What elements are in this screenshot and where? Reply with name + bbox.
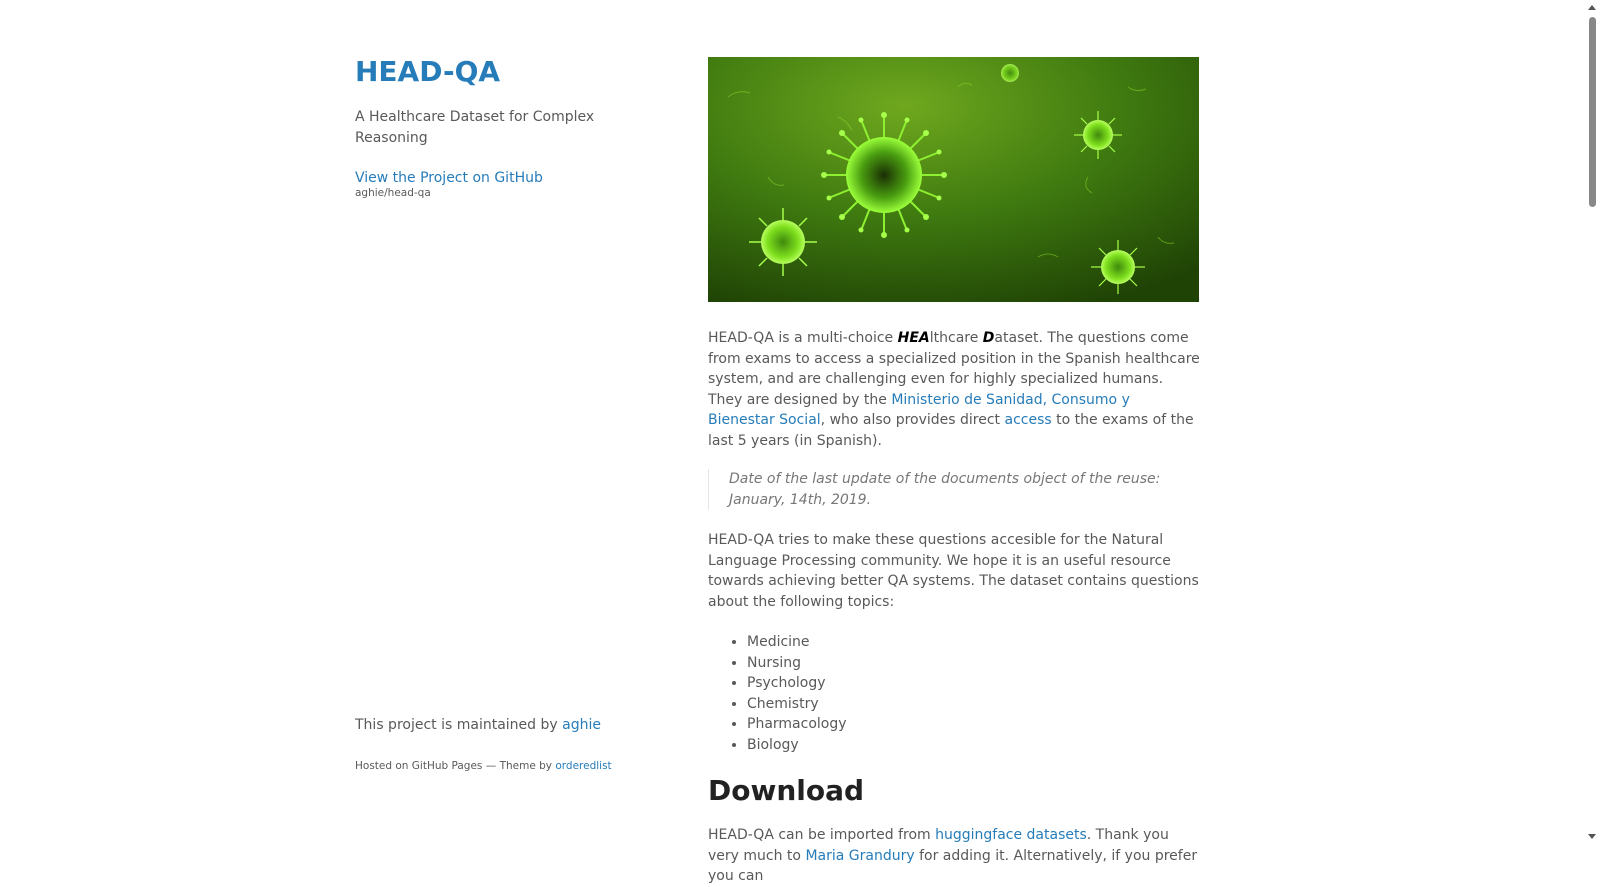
scroll-up-icon[interactable]	[1588, 5, 1596, 10]
maintainer-link[interactable]: aghie	[562, 717, 601, 733]
maintainer-note	[355, 715, 601, 735]
emphasis-hea: HEA	[897, 330, 930, 346]
main-content	[708, 57, 1200, 887]
sidebar	[355, 0, 645, 861]
topics-intro-paragraph: HEAD-QA tries to make these questions accesible for the Natural Language Processing community. We hope it is an useful resource towards achieving better QA systems. The dataset contains questions about the following topics:	[708, 532, 1199, 610]
site-title[interactable]: HEAD-QA	[355, 55, 501, 88]
list-item: • Chemistry	[747, 694, 1200, 715]
hero-image	[708, 57, 1199, 302]
emphasis-d: D	[982, 330, 995, 346]
access-link[interactable]: access	[1004, 412, 1052, 428]
vertical-scrollbar[interactable]	[1585, 0, 1600, 861]
theme-author-link[interactable]: orderedlist	[555, 760, 612, 772]
hosted-note	[355, 759, 612, 773]
hosted-prefix: Hosted on GitHub Pages — Theme by	[355, 760, 556, 772]
github-repo-name: aghie/head-qa	[355, 187, 431, 199]
download-heading: Download	[708, 774, 865, 807]
list-item: • Biology	[747, 735, 1200, 756]
ministerio-link[interactable]: Ministerio de Sanidad, Consumo y Bienestar Social	[708, 391, 1130, 428]
site-tagline: A Healthcare Dataset for Complex Reasoning	[355, 109, 595, 146]
github-project-link[interactable]: View the Project on GitHub	[355, 170, 543, 186]
huggingface-link[interactable]: huggingface datasets	[935, 827, 1087, 843]
list-item: • Medicine	[747, 632, 1200, 653]
download-paragraph: HEAD-QA can be imported from huggingface datasets. Thank you very much to Maria Grandury for adding it. Alternatively, if you prefer you can	[708, 827, 1198, 884]
topics-list	[708, 632, 1200, 755]
intro-paragraph: HEAD-QA is a multi-choice HEAlthcare Dataset. The questions come from exams to access a specialized position in the Spanish healthcare system, and are challenging even for highly specialized humans. They are designed by the Ministerio de Sanidad, Consumo y Bienestar Social, who also provides direct access to the exams of the last 5 years (in Spanish).	[708, 330, 1200, 449]
maria-grandury-link[interactable]: Maria Grandury	[805, 847, 915, 864]
list-item: • Nursing	[747, 653, 1200, 674]
scroll-down-icon[interactable]	[1588, 834, 1596, 839]
list-item: • Pharmacology	[747, 714, 1200, 735]
update-date-quote: Date of the last update of the documents object of the reuse: January, 14th, 2019.	[708, 469, 1200, 510]
scrollbar-thumb[interactable]	[1589, 17, 1596, 207]
maintainer-prefix: This project is maintained by	[355, 717, 563, 733]
list-item: • Psychology	[747, 673, 1200, 694]
